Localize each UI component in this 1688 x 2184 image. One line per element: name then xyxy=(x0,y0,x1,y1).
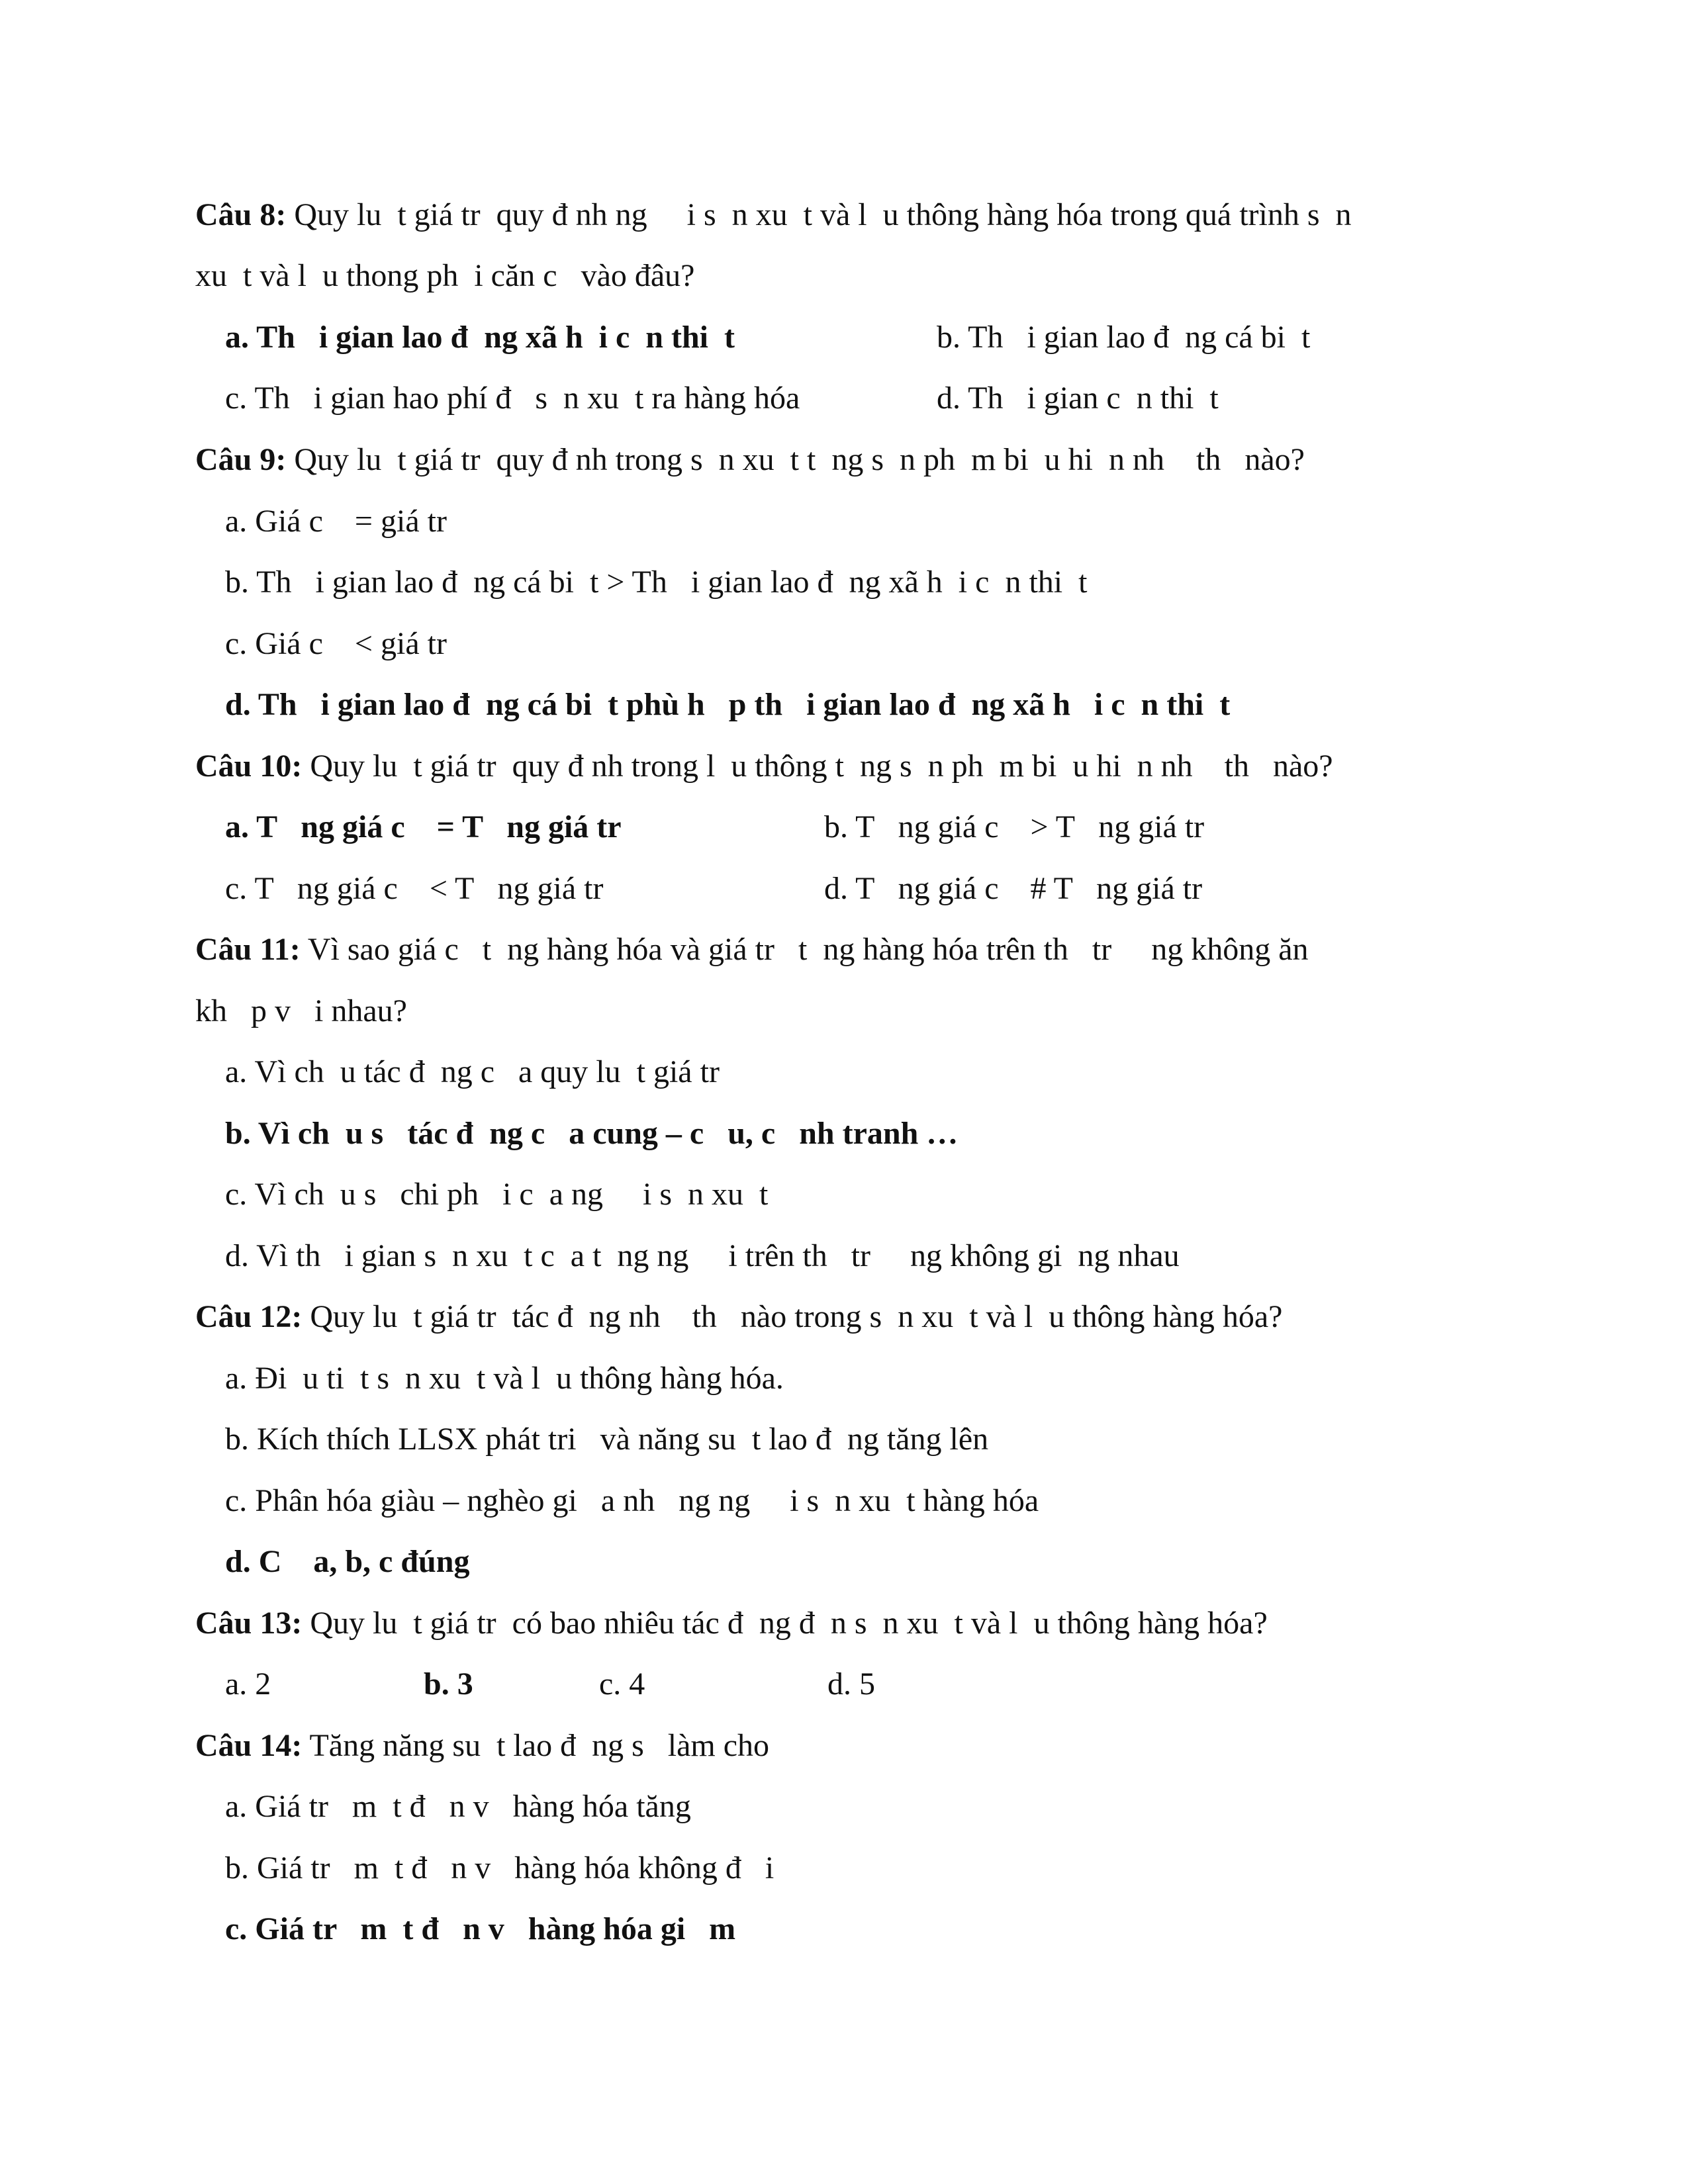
question-8-label: Câu 8: xyxy=(195,197,287,232)
question-8-text-continued: xu t và l u thong ph i căn c vào đâu? xyxy=(195,258,695,293)
question-9-option-b: b. Th i gian lao đ ng cá bi t > Th i gian lao đ ng xã h i c n thi t xyxy=(225,565,1088,600)
question-11-text: Vì sao giá c t ng hàng hóa và giá tr t ng hàng hóa trên th tr ng không ăn xyxy=(300,932,1309,967)
question-10-text: Quy lu t giá tr quy đ nh trong l u thông t ng s n ph m bi u hi n nh th nào? xyxy=(302,749,1333,784)
question-9-option-a: a. Giá c = giá tr xyxy=(225,504,447,539)
question-11-option-b: b. Vì ch u s tác đ ng c a cung – c u, c nh tranh … xyxy=(225,1116,959,1151)
question-10-option-c: c. T ng giá c < T ng giá tr xyxy=(225,871,604,906)
question-12-option-b: b. Kích thích LLSX phát tri và năng su t lao đ ng tăng lên xyxy=(225,1422,989,1457)
question-11-option-a: a. Vì ch u tác đ ng c a quy lu t giá tr xyxy=(225,1054,720,1089)
question-8 xyxy=(195,195,1352,235)
question-10-option-d: d. T ng giá c # T ng giá tr xyxy=(824,871,1203,906)
question-13-option-c: c. 4 xyxy=(599,1666,645,1702)
question-14-option-c: c. Giá tr m t đ n v hàng hóa gi m xyxy=(225,1911,736,1946)
question-14-label: Câu 14: xyxy=(195,1728,303,1763)
question-11 xyxy=(195,930,1309,970)
question-11-option-c: c. Vì ch u s chi ph i c a ng i s n xu t xyxy=(225,1177,769,1212)
question-11-label: Câu 11: xyxy=(195,932,301,967)
question-12 xyxy=(195,1297,1282,1337)
question-8-option-a: a. Th i gian lao đ ng xã h i c n thi t xyxy=(225,320,735,355)
question-12-option-d: d. C a, b, c đúng xyxy=(225,1544,470,1579)
question-9-option-d: d. Th i gian lao đ ng cá bi t phù h p th i gian lao đ ng xã h i c n thi t xyxy=(225,687,1231,722)
question-14 xyxy=(195,1726,769,1766)
question-13-option-a: a. 2 xyxy=(225,1666,271,1702)
question-10-option-a: a. T ng giá c = T ng giá tr xyxy=(225,809,622,844)
question-12-text: Quy lu t giá tr tác đ ng nh th nào trong s n xu t và l u thông hàng hóa? xyxy=(302,1299,1283,1334)
question-13-option-b: b. 3 xyxy=(424,1666,473,1702)
question-12-option-a: a. Đi u ti t s n xu t và l u thông hàng hóa. xyxy=(225,1361,784,1396)
question-8-text: Quy lu t giá tr quy đ nh ng i s n xu t và l u thông hàng hóa trong quá trình s n xyxy=(286,197,1352,232)
question-13-text: Quy lu t giá tr có bao nhiêu tác đ ng đ n s n xu t và l u thông hàng hóa? xyxy=(302,1606,1268,1641)
question-10 xyxy=(195,747,1333,786)
question-9 xyxy=(195,440,1305,480)
question-8-option-d: d. Th i gian c n thi t xyxy=(937,381,1219,416)
question-9-option-c: c. Giá c < giá tr xyxy=(225,626,447,661)
question-8-option-b: b. Th i gian lao đ ng cá bi t xyxy=(937,320,1311,355)
question-9-text: Quy lu t giá tr quy đ nh trong s n xu t t ng s n ph m bi u hi n nh th nào? xyxy=(286,442,1305,477)
question-13-label: Câu 13: xyxy=(195,1606,303,1641)
question-11-text-continued: kh p v i nhau? xyxy=(195,993,407,1028)
question-12-option-c: c. Phân hóa giàu – nghèo gi a nh ng ng i s n xu t hàng hóa xyxy=(225,1483,1039,1518)
question-14-option-a: a. Giá tr m t đ n v hàng hóa tăng xyxy=(225,1789,691,1824)
question-12-label: Câu 12: xyxy=(195,1299,303,1334)
question-11-option-d: d. Vì th i gian s n xu t c a t ng ng i trên th tr ng không gi ng nhau xyxy=(225,1238,1180,1273)
question-10-option-b: b. T ng giá c > T ng giá tr xyxy=(824,809,1205,844)
question-10-label: Câu 10: xyxy=(195,749,303,784)
question-8-option-c: c. Th i gian hao phí đ s n xu t ra hàng hóa xyxy=(225,381,800,416)
question-14-text: Tăng năng su t lao đ ng s làm cho xyxy=(302,1728,770,1763)
question-13 xyxy=(195,1604,1268,1643)
question-9-label: Câu 9: xyxy=(195,442,287,477)
question-13-option-d: d. 5 xyxy=(827,1666,875,1702)
question-14-option-b: b. Giá tr m t đ n v hàng hóa không đ i xyxy=(225,1850,774,1886)
